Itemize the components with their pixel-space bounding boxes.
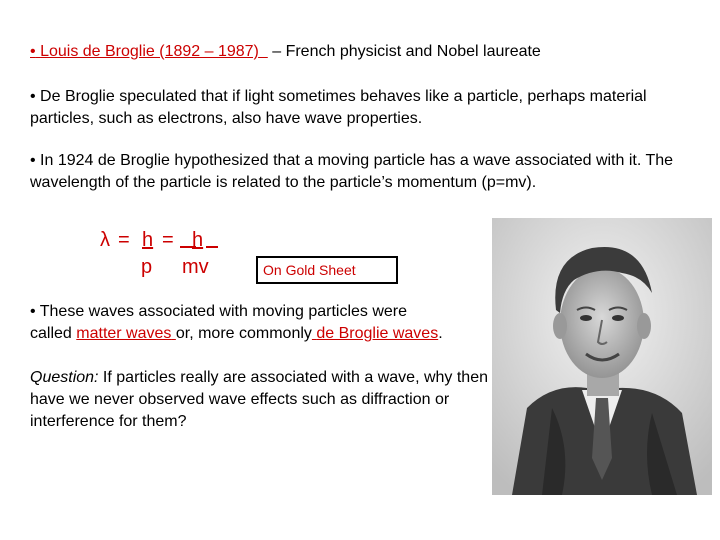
- bullet-dot: •: [30, 43, 36, 60]
- formula-h-numerator-2: h: [192, 229, 204, 251]
- bullet-louis-de-broglie: [30, 41, 541, 63]
- formula-denominator-p: p: [141, 256, 153, 278]
- bullet-matter-waves: [30, 301, 510, 345]
- bullet-4-line1: • These waves associated with moving particles were: [30, 303, 408, 320]
- formula-equals-2: =: [162, 229, 174, 251]
- bullet-4-middle: or, more commonly: [175, 325, 312, 342]
- bullet-4-end: .: [438, 325, 443, 342]
- formula-lambda: λ: [100, 229, 110, 251]
- formula-denominator-mv: mv: [182, 256, 209, 278]
- question-paragraph: [30, 367, 500, 433]
- on-gold-sheet-box: On Gold Sheet: [256, 256, 398, 284]
- bullet-description: – French physicist and Nobel laureate: [272, 43, 541, 60]
- formula-h-numerator-1: h: [142, 229, 154, 251]
- matter-waves-fill-in: matter waves: [76, 325, 172, 342]
- bullet-4-lead: called: [30, 325, 72, 342]
- bullet-hypothesis: • In 1924 de Broglie hypothesized that a moving particle has a wave associated with it. The wavelength of the particle is related to the particle’s momentum (p=mv).: [30, 152, 674, 191]
- bullet-speculation: • De Broglie speculated that if light sometimes behaves like a particle, perhaps material particles, such as electrons, also have wave properties.: [30, 88, 647, 127]
- question-text: If particles really are associated with a wave, why then have we never observed wave effects such as diffraction or interference for them?: [30, 369, 488, 430]
- name-fill-in: Louis de Broglie (1892 – 1987): [40, 43, 259, 60]
- question-label: Question:: [30, 369, 99, 386]
- louis-de-broglie-photo: [492, 218, 712, 495]
- formula-underscore-2: [206, 229, 218, 253]
- de-broglie-waves-fill-in: de Broglie waves: [316, 325, 439, 342]
- formula-equals-1: =: [118, 229, 130, 251]
